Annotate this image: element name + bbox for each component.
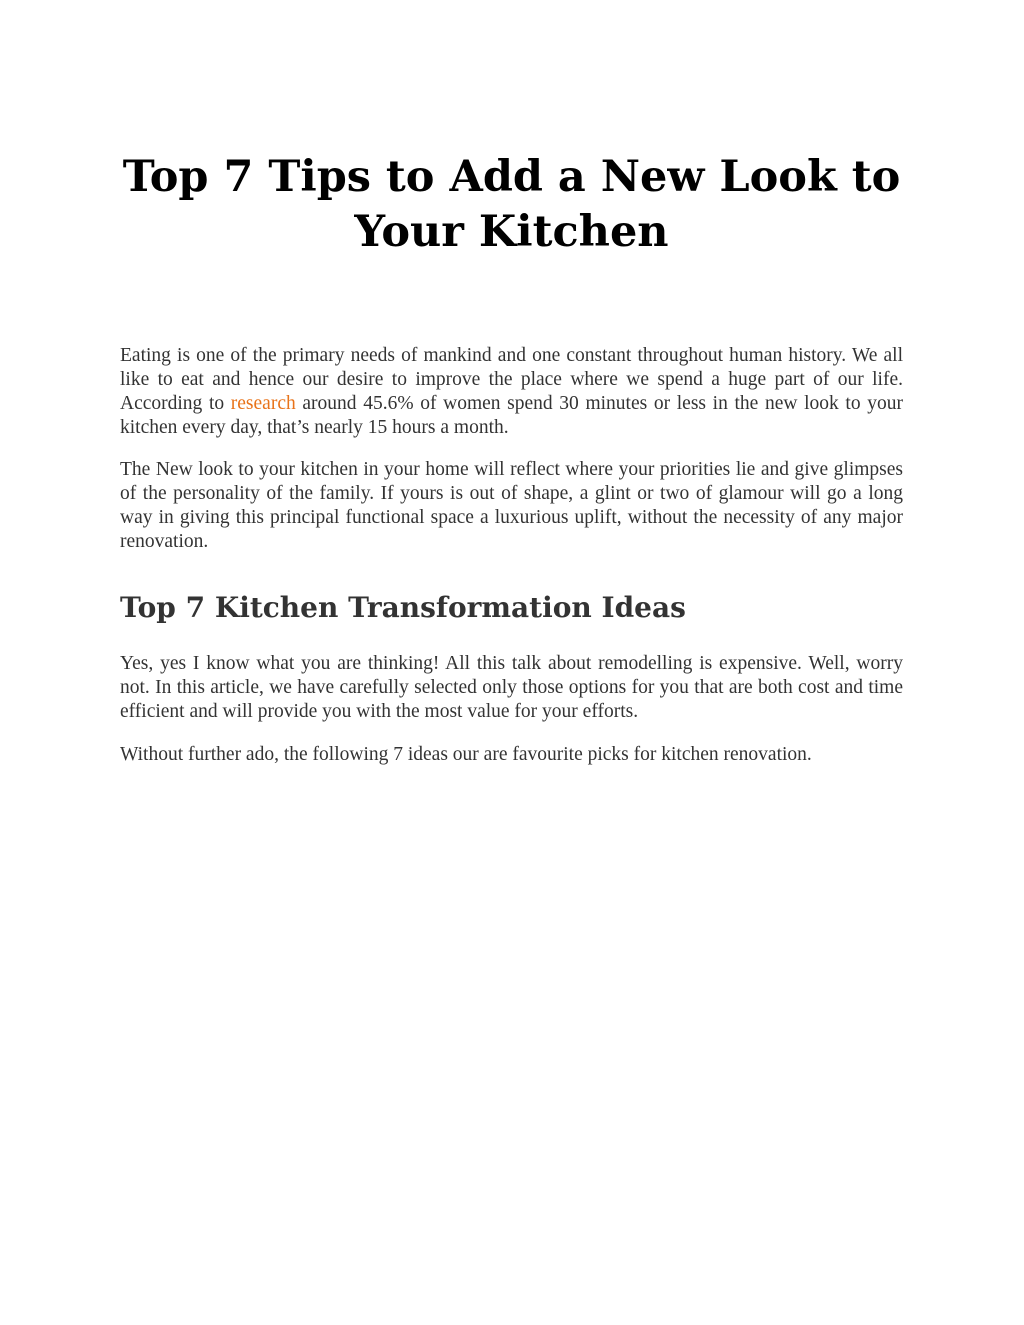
intro-text-before-link: Eating is one of the primary needs of mankind and one constant throughout human history. We all like to eat and hence our desire to improve the place where we spend a huge part of our life. According to [120,345,903,414]
body-paragraph-2: The New look to your kitchen in your home will reflect where your priorities lie and give glimpses of the personality of the family. If yours is out of shape, a glint or two of glamour will go a long way in giving this principal functional space a luxurious uplift, without the necessity of any major renovation. [120,459,903,552]
research-link[interactable]: research [230,393,296,414]
body-paragraph-3: Yes, yes I know what you are thinking! All this talk about remodelling is expensive. Well, worry not. In this article, we have carefully selected only those options for you that are both cost and time efficient and will provide you with the most value for your efforts. [120,653,903,722]
body-paragraph-4: Without further ado, the following 7 ideas our are favourite picks for kitchen renovation. [120,744,812,765]
intro-text-after-link: around 45.6% of women spend 30 minutes or less in the new look to your kitchen every day, that’s nearly 15 hours a month. [120,393,903,438]
section-heading: Top 7 Kitchen Transformation Ideas [120,591,686,624]
document-title: Top 7 Tips to Add a New Look to Your Kitchen [122,152,901,257]
intro-paragraph [120,344,903,440]
